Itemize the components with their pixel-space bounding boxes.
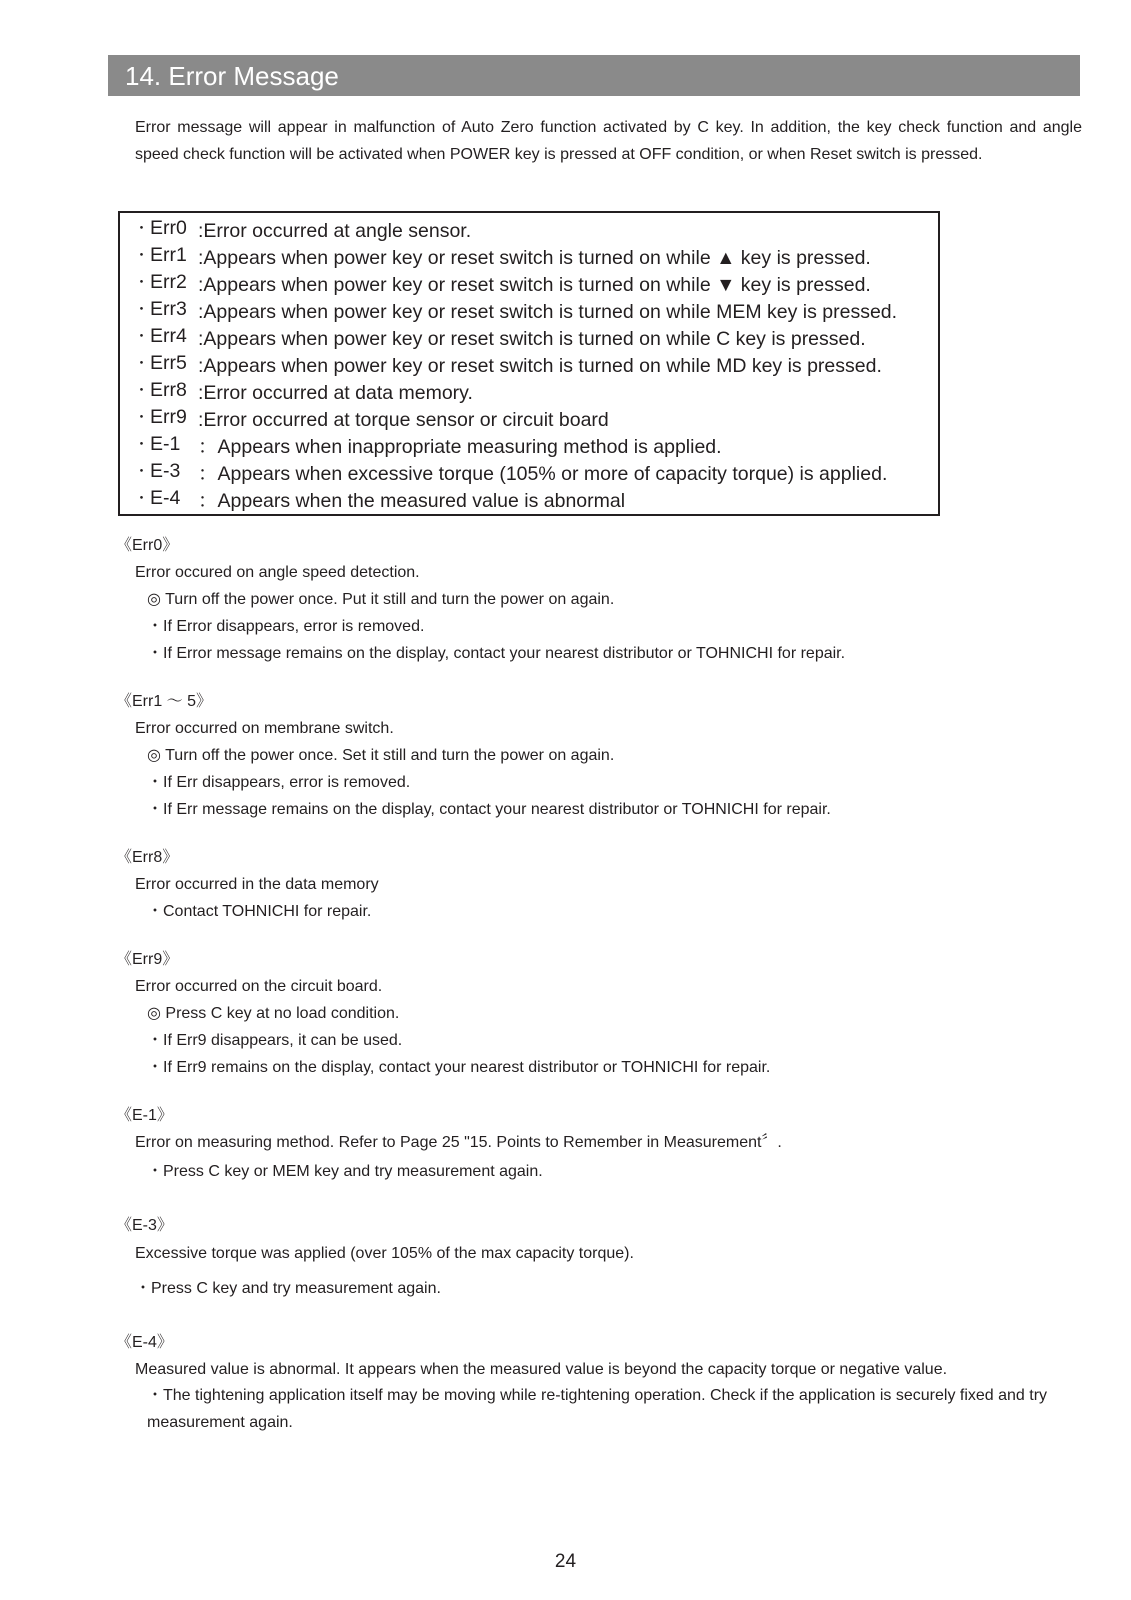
note-line: ・If Error message remains on the display, contact your nearest distributor or TOHNICHI for repair. (147, 645, 846, 662)
error-description: :Appears when power key or reset switch is turned on while ▼ key is pressed. (198, 274, 871, 296)
error-description: :Error occurred at data memory. (198, 382, 473, 404)
error-description: :Appears when power key or reset switch is turned on while ▲ key is pressed. (198, 247, 871, 269)
error-description: :Error occurred at angle sensor. (198, 220, 472, 242)
section-description: Error occurred on membrane switch. (135, 720, 394, 737)
error-code: Err0 (150, 217, 187, 239)
bullet: ・ (134, 301, 150, 318)
note-line: ・If Error disappears, error is removed. (147, 618, 425, 635)
section-heading-e4: 《E-4》 (116, 1334, 173, 1351)
page-number: 24 (554, 1551, 577, 1572)
section-description: Excessive torque was applied (over 105% of the max capacity torque). (135, 1245, 634, 1262)
note-line: ・If Err9 disappears, it can be used. (147, 1032, 403, 1049)
section-header (108, 55, 1080, 96)
bullet: ・ (134, 382, 150, 399)
error-code: Err8 (150, 379, 187, 401)
error-code: Err1 (150, 244, 187, 266)
note-line: ・Press C key and try measurement again. (135, 1280, 441, 1297)
error-description: ：Appears when excessive torque (105% or more of capacity torque) is applied. (198, 463, 888, 485)
section-heading-err0: 《Err0》 (116, 537, 179, 554)
error-code: Err5 (150, 352, 187, 374)
error-code-box (118, 211, 940, 516)
error-code: E-4 (150, 487, 181, 509)
section-description: Error occurred in the data memory (135, 876, 379, 893)
section-heading-err8: 《Err8》 (116, 849, 179, 866)
bullet: ・ (134, 247, 150, 264)
note-line: ・The tightening application itself may be moving while re-tightening operation. Check if the application is securely fixed and try measurement again. (147, 1387, 1048, 1431)
error-code: Err3 (150, 298, 187, 320)
bullet: ・ (134, 490, 150, 507)
error-description: :Error occurred at torque sensor or circuit board (198, 409, 609, 431)
section-heading-e1: 《E-1》 (116, 1107, 173, 1124)
note-line: ・If Err message remains on the display, contact your nearest distributor or TOHNICHI for repair. (147, 801, 831, 818)
error-description: :Appears when power key or reset switch is turned on while MEM key is pressed. (198, 301, 898, 323)
bullet: ・ (134, 355, 150, 372)
bullet: ・ (134, 328, 150, 345)
note-line: ・Press C key or MEM key and try measurement again. (147, 1163, 543, 1180)
bullet: ・ (134, 409, 150, 426)
section-heading-e3: 《E-3》 (116, 1217, 173, 1234)
error-code: Err4 (150, 325, 187, 347)
error-description: ：Appears when inappropriate measuring method is applied. (198, 436, 722, 458)
error-description: ：Appears when the measured value is abnormal (198, 490, 626, 512)
action-line: ◎ Turn off the power once. Set it still and turn the power on again. (147, 747, 615, 764)
bullet: ・ (134, 436, 150, 453)
section-heading-err9: 《Err9》 (116, 951, 179, 968)
error-code: E-1 (150, 433, 181, 455)
error-code: E-3 (150, 460, 181, 482)
section-description: Error occured on angle speed detection. (135, 564, 420, 581)
intro-paragraph: Error message will appear in malfunction of Auto Zero function activated by C key. In addition, the key check function and angle speed check function will be activated when POWER key is pressed at OFF condition, or when Reset switch is pressed. (135, 119, 1082, 163)
error-description: :Appears when power key or reset switch is turned on while C key is pressed. (198, 328, 866, 350)
error-code: Err2 (150, 271, 187, 293)
action-line: ◎ Press C key at no load condition. (147, 1005, 400, 1022)
section-title: 14. Error Message (125, 61, 339, 91)
note-line: ・If Err disappears, error is removed. (147, 774, 411, 791)
error-code: Err9 (150, 406, 187, 428)
section-heading-err1-5: 《Err1 ～ 5》 (116, 693, 213, 710)
section-description: Error occurred on the circuit board. (135, 978, 383, 995)
error-description: :Appears when power key or reset switch is turned on while MD key is pressed. (198, 355, 882, 377)
section-description: Measured value is abnormal. It appears when the measured value is beyond the capacity torque or negative value. (135, 1361, 948, 1378)
bullet: ・ (134, 463, 150, 480)
note-line: ・If Err9 remains on the display, contact your nearest distributor or TOHNICHI for repair. (147, 1059, 771, 1076)
action-line: ◎ Turn off the power once. Put it still and turn the power on again. (147, 591, 615, 608)
bullet: ・ (134, 274, 150, 291)
note-line: ・Contact TOHNICHI for repair. (147, 903, 372, 920)
bullet: ・ (134, 220, 150, 237)
section-description: Error on measuring method. Refer to Page 25 "15. Points to Remember in Measurement〞. (135, 1134, 782, 1151)
